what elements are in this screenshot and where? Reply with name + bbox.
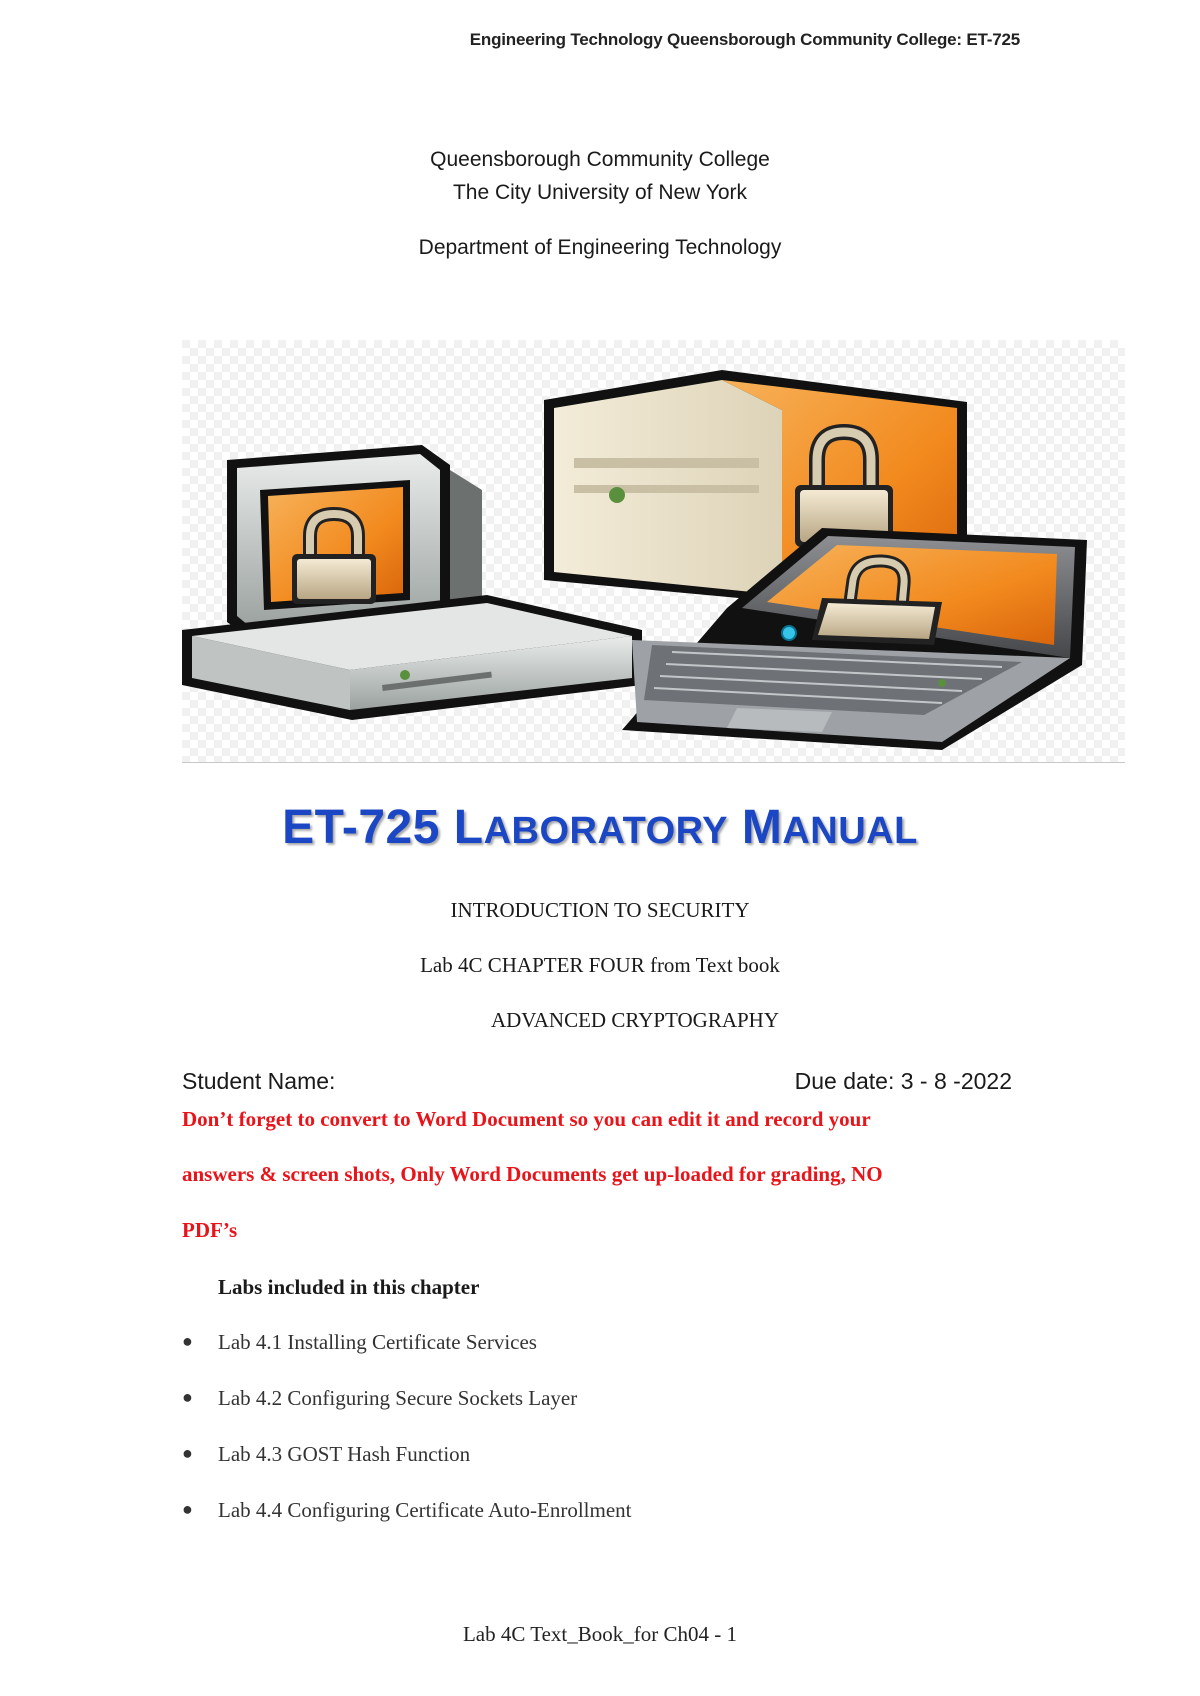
lab-topic: ADVANCED CRYPTOGRAPHY xyxy=(490,1008,780,1032)
locked-computers-icon xyxy=(182,340,1125,762)
bullet-icon: ● xyxy=(182,1499,193,1519)
running-header: Engineering Technology Queensborough Community College: ET-725 xyxy=(469,30,1020,49)
student-row xyxy=(182,1068,1012,1095)
course-name: INTRODUCTION TO SECURITY xyxy=(450,898,750,922)
university-name: The City University of New York xyxy=(452,181,748,204)
student-name-label: Student Name: xyxy=(182,1068,336,1094)
lab-chapter: Lab 4C CHAPTER FOUR from Text book xyxy=(420,953,780,977)
list-item xyxy=(182,1386,577,1411)
due-date-label: Due date: 3 - 8 -2022 xyxy=(794,1068,1012,1094)
notice-line-1: Don’t forget to convert to Word Document so you can edit it and record your xyxy=(182,1107,871,1131)
notice-line-2: answers & screen shots, Only Word Documents get up-loaded for grading, NO xyxy=(182,1162,883,1186)
lab-item-label: Lab 4.3 GOST Hash Function xyxy=(218,1442,471,1466)
bullet-icon: ● xyxy=(182,1387,193,1407)
manual-title xyxy=(0,800,1200,855)
page-footer: Lab 4C Text_Book_for Ch04 - 1 xyxy=(462,1622,738,1646)
bullet-icon: ● xyxy=(182,1443,193,1463)
bullet-icon: ● xyxy=(182,1331,193,1351)
lab-item-label: Lab 4.4 Configuring Certificate Auto-Enrollment xyxy=(218,1498,632,1522)
department-name: Department of Engineering Technology xyxy=(418,236,782,259)
title-rest-aboratory: ABORATORY xyxy=(483,810,729,852)
title-course-code: ET-725 xyxy=(282,801,454,854)
title-initial-l: L xyxy=(453,801,484,854)
title-rest-anual: ANUAL xyxy=(782,810,918,852)
list-item xyxy=(182,1498,632,1523)
title-initial-m: M xyxy=(741,801,783,854)
list-item xyxy=(182,1330,537,1355)
list-item xyxy=(182,1442,470,1467)
lab-item-label: Lab 4.1 Installing Certificate Services xyxy=(218,1330,537,1354)
illustration-rule xyxy=(182,762,1125,763)
lab-item-label: Lab 4.2 Configuring Secure Sockets Layer xyxy=(218,1386,578,1410)
college-name: Queensborough Community College xyxy=(430,148,770,171)
labs-heading: Labs included in this chapter xyxy=(218,1275,480,1299)
notice-line-3: PDF’s xyxy=(182,1218,238,1242)
